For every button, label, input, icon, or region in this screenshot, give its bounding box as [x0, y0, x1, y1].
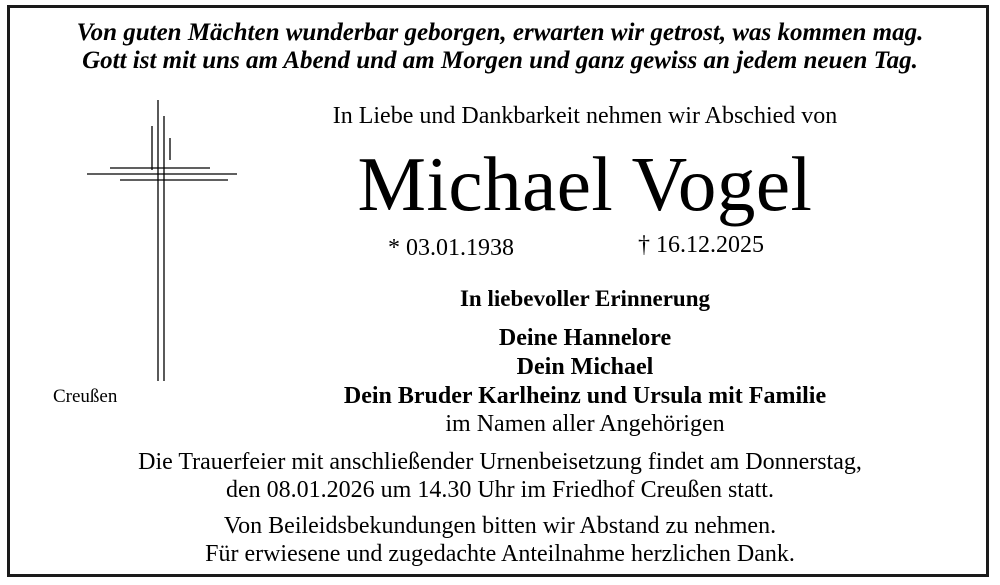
birth-date: * 03.01.1938 — [388, 235, 514, 261]
mourner-line: Dein Michael — [516, 354, 654, 380]
death-date: † 16.12.2025 — [638, 232, 764, 258]
motto-line-2: Gott ist mit uns am Abend und am Morgen und ganz gewiss an jedem neuen Tag. — [82, 47, 918, 74]
deceased-name: Michael Vogel — [357, 141, 813, 227]
ceremony-line-1: Die Trauerfeier mit anschließender Urnenbeisetzung findet am Donnerstag, — [138, 449, 862, 475]
place-name: Creußen — [53, 386, 118, 407]
condolences-line-1: Von Beileidsbekundungen bitten wir Abstand zu nehmen. — [223, 513, 777, 539]
mourner-line: Deine Hannelore — [498, 325, 672, 351]
motto-line-1: Von guten Mächten wunderbar geborgen, erwarten wir getrost, was kommen mag. — [76, 19, 924, 46]
cross-icon — [80, 98, 245, 383]
memory-heading: In liebevoller Erinnerung — [459, 286, 711, 311]
ceremony-line-2: den 08.01.2026 um 14.30 Uhr im Friedhof Creußen statt. — [226, 477, 774, 503]
mourner-line: im Namen aller Angehörigen — [445, 411, 725, 437]
mourner-line: Dein Bruder Karlheinz und Ursula mit Familie — [343, 383, 827, 409]
intro-text: In Liebe und Dankbarkeit nehmen wir Abschied von — [332, 103, 838, 129]
condolences-line-2: Für erwiesene und zugedachte Anteilnahme herzlichen Dank. — [205, 541, 795, 567]
